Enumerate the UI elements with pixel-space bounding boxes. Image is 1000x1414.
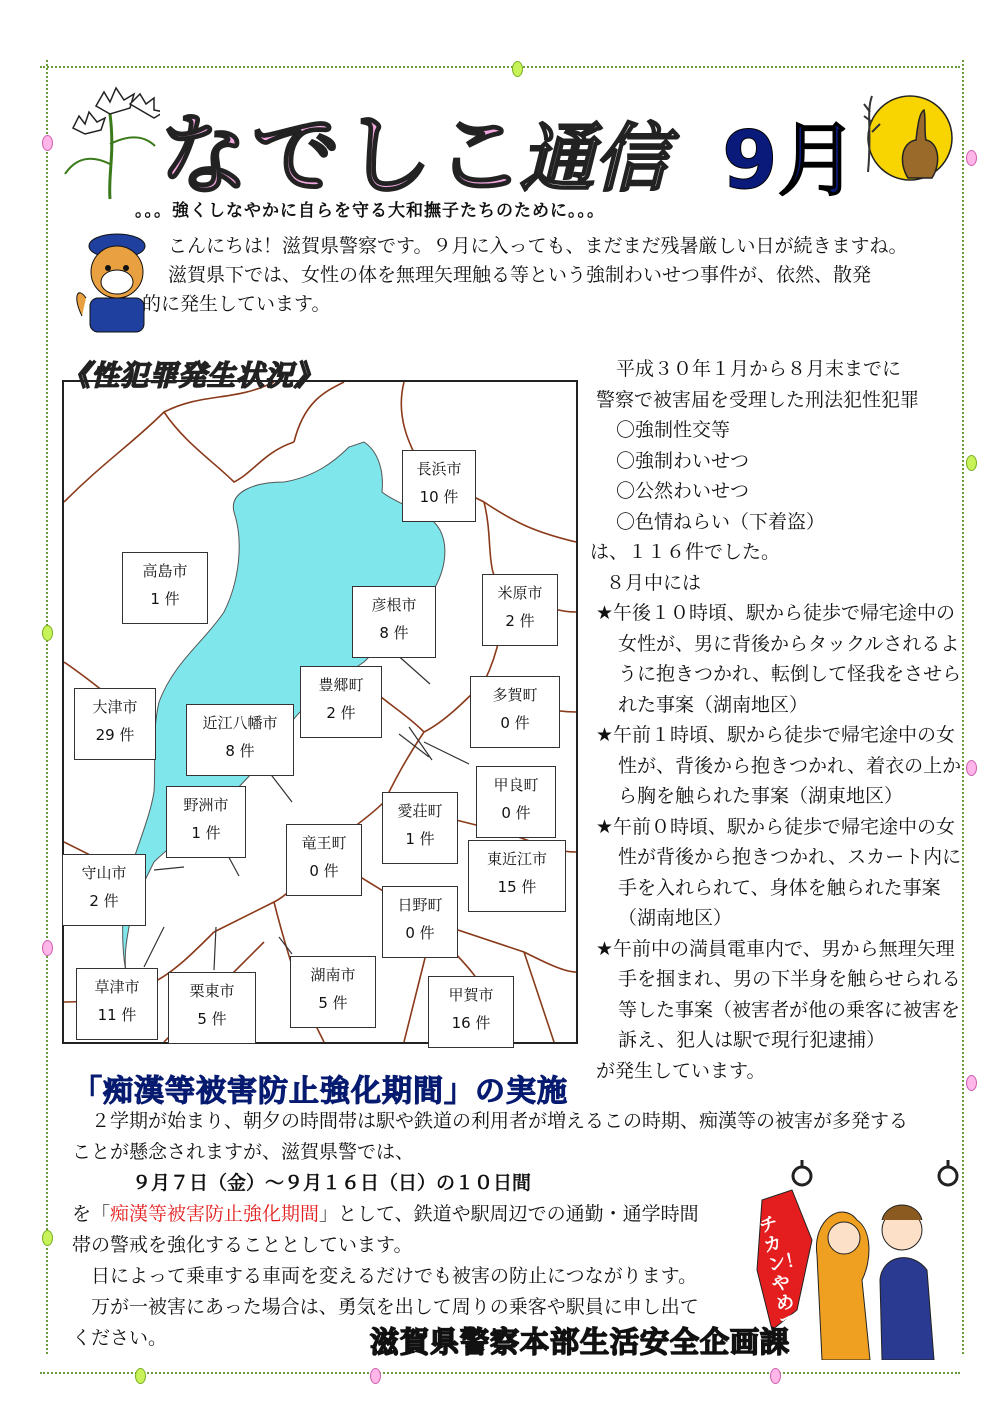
city-label-takashima [122,552,208,624]
city-name: 草津市 [94,978,140,996]
summary-line: 平成３０年１月から８月末までに [616,358,902,380]
city-label-moriyama [62,854,146,926]
body-line: 万が一被害にあった場合は、勇気を出して周りの乗客や駅員に申し出て [91,1296,699,1318]
city-name: 多賀町 [492,686,538,704]
city-count: 8 件 [225,742,255,760]
city-name: 彦根市 [371,596,417,614]
city-count: 8 件 [379,624,409,642]
body-line: 帯の警戒を強化することとしています。 [72,1234,413,1256]
city-label-toyosato [300,666,382,738]
campaign-name-highlight: 痴漢等被害防止強化期間 [110,1203,320,1225]
case-item: ★午前中の満員電車内で、男から無理矢理手を掴まれ、男の下半身を触らせられる等した事案（被害者が他の乗客に被害を訴え、犯人は駅で現行犯逮捕） [596,937,961,1051]
bead-ornament [42,940,53,956]
city-label-konan [290,956,376,1028]
body-line [72,1199,752,1230]
city-name: 日野町 [397,896,443,914]
city-name: 近江八幡市 [202,714,278,732]
body-line: 日によって乗車する車両を変えるだけでも被害の防止につながります。 [91,1265,698,1287]
city-count: 2 件 [326,704,356,722]
body-line: ことが懸念されますが、滋賀県警では、 [72,1141,415,1163]
crime-type-item: 〇強制わいせつ [616,449,750,472]
city-label-ryuo [286,824,362,896]
city-count: 0 件 [501,804,531,822]
bead-ornament [42,1230,53,1246]
city-name: 大津市 [92,698,138,716]
bead-ornament [966,760,977,776]
crime-type-item: 〇公然わいせつ [616,480,750,502]
city-count: 0 件 [500,714,530,732]
intro-line: 的に発生しています。 [142,293,331,315]
bead-ornament [135,1368,146,1384]
intro-line: こんにちは！滋賀県警察です。９月に入っても、まだまだ残暑厳しい日が続きますね。 [168,235,908,257]
bead-ornament [42,625,53,641]
bead-ornament [966,150,977,166]
summary-line: 警察で被害届を受理した刑法犯性犯罪 [596,388,920,411]
tagline: 。。。強くしなやかに自らを守る大和撫子たちのために。。。 [135,201,605,221]
city-name: 愛荘町 [397,802,443,820]
bead-ornament [42,135,53,151]
top-vine-border [40,66,960,82]
city-count: 0 件 [309,862,339,880]
city-label-yasu [166,786,246,858]
city-name: 竜王町 [301,834,347,852]
city-label-kusatsu [76,968,158,1040]
city-name: 甲賀市 [448,986,494,1004]
issue-month: 9月 [722,114,858,207]
city-name: 豊郷町 [318,676,364,694]
newsletter-title: なでしこ [160,104,529,207]
city-count: 2 件 [505,612,535,630]
city-count: 16 件 [451,1014,491,1032]
case-item: ★午後１０時頃、駅から徒歩で帰宅途中の女性が、男に背後からタックルされるように抱きつかれ、転倒して怪我をさせられた事案（湖南地区） [596,602,962,716]
speech-bubble-text: チカン！やめて!! [757,1212,817,1335]
shiga-crime-map [62,380,578,1044]
city-name: 守山市 [81,864,127,882]
city-label-koka [428,976,514,1048]
city-name: 米原市 [497,584,543,602]
campaign-period: ９月７日（金）～９月１６日（日）の１０日間 [132,1172,532,1194]
newsletter-subtitle: 通信 [520,116,668,202]
city-name: 高島市 [142,562,188,580]
city-name: 東近江市 [486,850,547,868]
city-count: 11 件 [97,1006,137,1024]
city-count: 1 件 [191,824,221,842]
nadeshiko-flower-illustration [60,74,160,204]
city-name: 栗東市 [189,982,235,1000]
city-count: 5 件 [197,1010,227,1028]
city-count: 5 件 [318,994,348,1012]
city-count: 1 件 [405,830,435,848]
city-count: 0 件 [405,924,435,942]
crime-type-item: 〇強制性交等 [616,419,731,441]
bead-ornament [770,1368,781,1384]
city-name: 野洲市 [183,796,229,814]
city-label-maibara [482,574,558,646]
summary-total: は、１１６件でした。 [590,541,781,563]
city-label-otsu [74,688,156,760]
city-name: 湖南市 [310,966,356,984]
city-label-hino [382,886,458,958]
bottom-vine-border [40,1372,960,1388]
city-label-ritto [168,972,256,1044]
city-count: 2 件 [89,892,119,910]
moon-rabbit-icon [858,92,954,184]
map-heading: 《性犯罪発生状況》 [62,359,324,392]
right-vine-border [962,60,978,1354]
city-label-omihachiman [186,704,294,776]
intro-text [142,232,958,319]
crime-type-item: 〇色情ねらい（下着盗） [616,510,826,533]
city-label-aisho [382,792,458,864]
incident-summary [590,354,962,1086]
text-part: を「 [72,1203,111,1225]
left-vine-border [46,60,62,1354]
police-mascot-illustration [72,226,162,336]
body-line: ２学期が始まり、朝夕の時間帯は駅や鉄道の利用者が増えるこの時期、痴漢等の被害が多発する [91,1110,909,1132]
city-name: 長浜市 [416,460,462,478]
bead-ornament [512,61,523,77]
case-item: ★午前０時頃、駅から徒歩で帰宅途中の女性が背後から抱きつかれ、スカート内に手を入れられて、身体を触られた事案（湖南地区） [596,815,962,929]
city-label-nagahama [402,450,476,522]
city-name: 甲良町 [493,776,539,794]
case-item: ★午前１時頃、駅から徒歩で帰宅途中の女性が、背後から抱きつかれ、着衣の上から胸を触られた事案（湖東地区） [596,724,962,807]
city-label-higashiomi [468,840,566,912]
bead-ornament [370,1368,381,1384]
city-count: 10 件 [419,488,459,506]
summary-line: が発生しています。 [596,1059,766,1082]
city-label-hikone [352,586,436,658]
city-label-taga [470,676,560,748]
body-line: ください。 [72,1327,168,1349]
intro-line: 滋賀県下では、女性の体を無理矢理触る等という強制わいせつ事件が、依然、散発 [168,264,872,286]
campaign-title: 「痴漢等被害防止強化期間」の実施 [72,1074,568,1109]
bead-ornament [966,455,977,471]
department-signature: 滋賀県警察本部生活安全企画課 [370,1325,791,1359]
text-part: 」として、鉄道や駅周辺での通勤・通学時間 [319,1203,699,1225]
city-count: 29 件 [95,726,135,744]
bead-ornament [966,1075,977,1091]
summary-line: ８月中には [606,571,702,594]
city-count: 15 件 [497,878,537,896]
city-count: 1 件 [150,590,180,608]
city-label-kora [476,766,556,838]
